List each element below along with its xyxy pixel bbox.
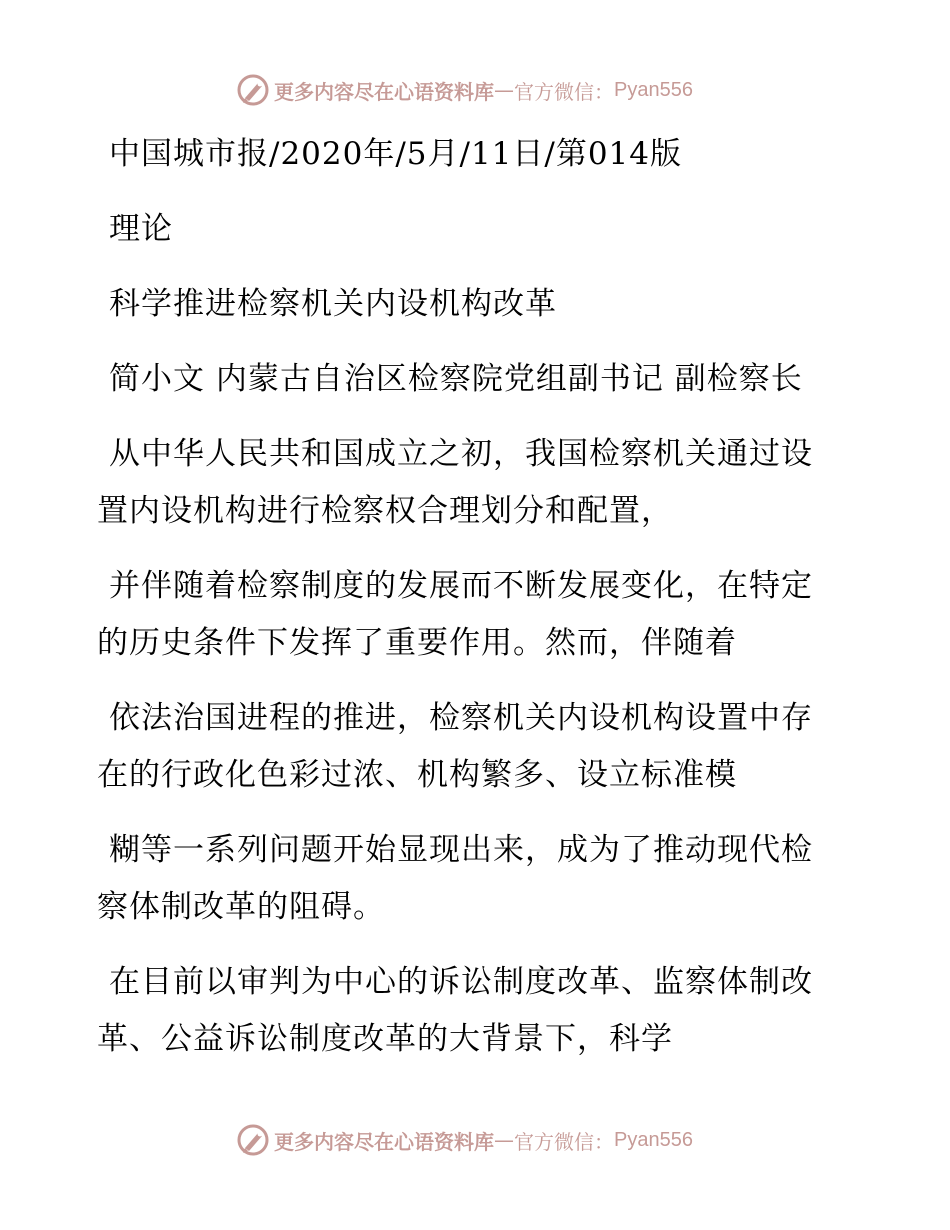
source-line: 中国城市报/2020年/5月/11日/第014版 xyxy=(109,136,683,172)
article-title: 科学推进检察机关内设机构改革 xyxy=(109,286,557,322)
pen-logo-icon xyxy=(236,73,270,107)
watermark-dash: — xyxy=(494,78,514,102)
watermark-main-text: 更多内容尽在心语资料库 xyxy=(274,1129,494,1154)
body-paragraph: 依法治国进程的推进，检察机关内设机构设置中存在的行政化色彩过浓、机构繁多、设立标准模 xyxy=(97,700,813,793)
body-paragraph: 并伴随着检察制度的发展而不断发展变化，在特定的历史条件下发挥了重要作用。然而，伴随着 xyxy=(97,568,813,661)
watermark-wechat-id: Pyan556 xyxy=(614,1128,693,1151)
pen-logo-icon xyxy=(236,1123,270,1157)
watermark-wechat-label: 官方微信： xyxy=(514,79,614,104)
body-paragraph: 糊等一系列问题开始显现出来，成为了推动现代检察体制改革的阻碍。 xyxy=(97,832,813,925)
document-body xyxy=(97,126,832,1068)
watermark-dash: — xyxy=(494,1128,514,1152)
watermark-banner-bottom xyxy=(236,1122,693,1158)
body-paragraph: 在目前以审判为中心的诉讼制度改革、监察体制改革、公益诉讼制度改革的大背景下，科学 xyxy=(97,964,813,1057)
watermark-wechat-label: 官方微信： xyxy=(514,1129,614,1154)
section-label: 理论 xyxy=(109,211,173,247)
author-line: 简小文 内蒙古自治区检察院党组副书记 副检察长 xyxy=(109,361,803,397)
watermark-wechat-id: Pyan556 xyxy=(614,78,693,101)
watermark-main-text: 更多内容尽在心语资料库 xyxy=(274,79,494,104)
body-paragraph: 从中华人民共和国成立之初，我国检察机关通过设置内设机构进行检察权合理划分和配置， xyxy=(97,436,813,529)
watermark-banner-top xyxy=(236,72,693,108)
